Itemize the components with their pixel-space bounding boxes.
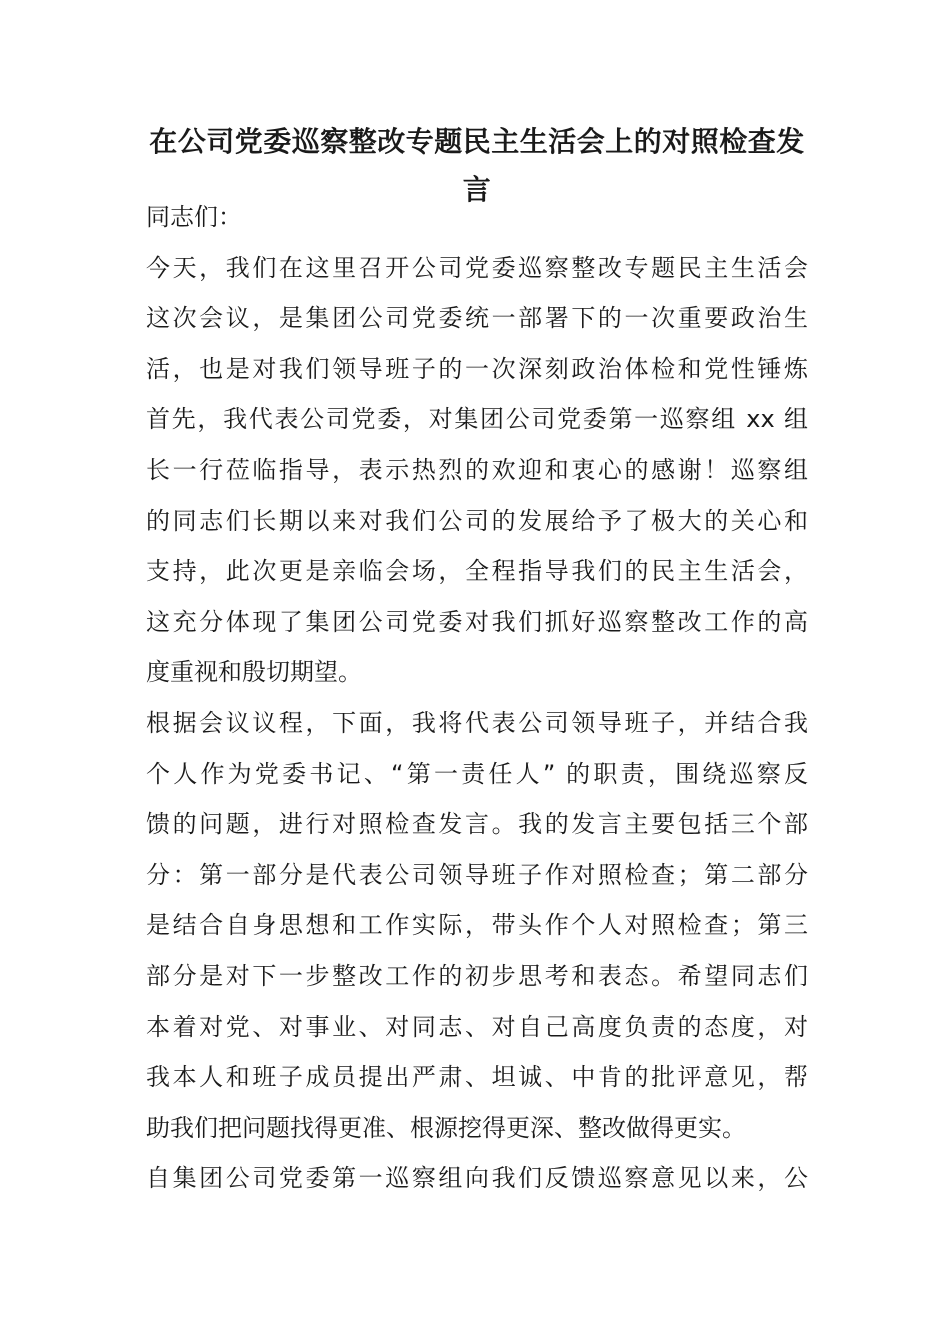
body-text-line: 个人作为党委书记、“第一责任人” 的职责，围绕巡察反 [146, 759, 808, 788]
body-text-line: 今天，我们在这里召开公司党委巡察整改专题民主生活会 [146, 253, 808, 282]
body-text-line: 首先，我代表公司党委，对集团公司党委第一巡察组 xx 组 [146, 405, 808, 434]
body-text-line: 度重视和殷切期望。 [146, 658, 362, 687]
document-title [146, 118, 808, 214]
body-text-line: 活，也是对我们领导班子的一次深刻政治体检和党性锤炼 [146, 354, 808, 383]
body-text-line: 支持，此次更是亲临会场，全程指导我们的民主生活会， [146, 557, 808, 586]
body-text-line: 的同志们长期以来对我们公司的发展给予了极大的关心和 [146, 506, 808, 535]
title-line: 言 [462, 173, 492, 206]
body-text-line: 部分是对下一步整改工作的初步思考和表态。希望同志们 [146, 961, 808, 990]
body-text-line: 馈的问题，进行对照检查发言。我的发言主要包括三个部 [146, 810, 808, 839]
body-text-line: 是结合自身思想和工作实际，带头作个人对照检查；第三 [146, 911, 808, 940]
body-text-line: 这次会议，是集团公司党委统一部署下的一次重要政治生 [146, 304, 808, 333]
body-text-line: 本着对党、对事业、对同志、对自己高度负责的态度，对 [146, 1012, 808, 1041]
body-text-line: 我本人和班子成员提出严肃、坦诚、中肯的批评意见，帮 [146, 1063, 808, 1092]
body-text-line: 分：第一部分是代表公司领导班子作对照检查；第二部分 [146, 860, 808, 889]
body-text-line: 长一行莅临指导，表示热烈的欢迎和衷心的感谢！巡察组 [146, 455, 808, 484]
body-text-line: 这充分体现了集团公司党委对我们抓好巡察整改工作的高 [146, 607, 808, 636]
body-text-line: 同志们： [146, 203, 242, 231]
body-text-line: 自集团公司党委第一巡察组向我们反馈巡察意见以来，公 [146, 1164, 808, 1193]
body-text-line: 根据会议议程，下面，我将代表公司领导班子，并结合我 [146, 708, 808, 737]
title-line: 在公司党委巡察整改专题民主生活会上的对照检查发 [149, 125, 805, 158]
body-text-line: 助我们把问题找得更准、根源挖得更深、整改做得更实。 [146, 1113, 746, 1142]
document-body [146, 202, 808, 1214]
